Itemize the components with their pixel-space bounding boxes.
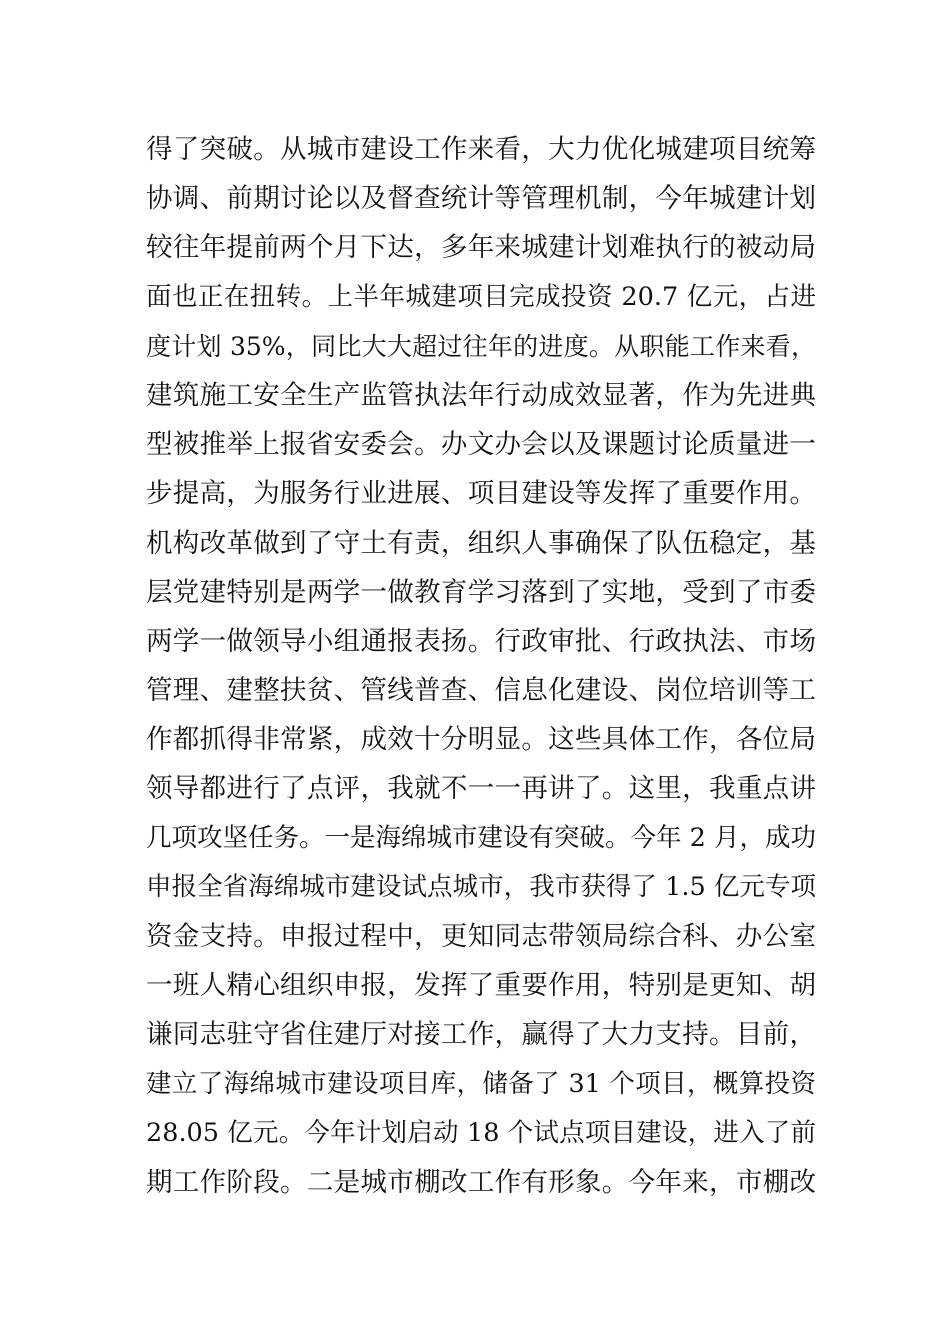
text-line: 一班人精心组织申报，发挥了重要作用，特别是更知、胡	[146, 970, 816, 1002]
text-line: 28.05 亿元。今年计划启动 18 个试点项目建设，进入了前	[146, 1117, 816, 1148]
text-line: 得了突破。从城市建设工作来看，大力优化城建项目统筹	[146, 134, 816, 165]
text-line: 度计划 35%，同比大大超过往年的进度。从职能工作来看，	[146, 331, 816, 361]
text-line: 步提高，为服务行业进展、项目建设等发挥了重要作用。	[146, 478, 816, 510]
text-line: 两学一做领导小组通报表扬。行政审批、行政执法、市场	[146, 625, 816, 657]
text-line: 型被推举上报省安委会。办文办会以及课题讨论质量进一	[146, 429, 816, 461]
text-line: 申报全省海绵城市建设试点城市，我市获得了 1.5 亿元专项	[146, 871, 816, 902]
text-line: 协调、前期讨论以及督查统计等管理机制，今年城建计划	[146, 183, 816, 215]
text-line: 资金支持。申报过程中，更知同志带领局综合科、办公室	[146, 921, 816, 952]
text-line: 层党建特别是两学一做教育学习落到了实地，受到了市委	[146, 576, 816, 608]
text-line: 领导都进行了点评，我就不一一再讲了。这里，我重点讲	[146, 773, 816, 805]
text-line: 建立了海绵城市建设项目库，储备了 31 个项目，概算投资	[146, 1068, 816, 1099]
text-line: 较往年提前两个月下达，多年来城建计划难执行的被动局	[146, 232, 816, 264]
text-line: 建筑施工安全生产监管执法年行动成效显著，作为先进典	[146, 379, 816, 411]
text-line: 谦同志驻守省住建厅对接工作，赢得了大力支持。目前，	[146, 1019, 816, 1051]
body-text	[146, 125, 816, 1207]
text-line: 机构改革做到了守土有责，组织人事确保了队伍稳定，基	[146, 527, 816, 559]
text-line: 作都抓得非常紧，成效十分明显。这些具体工作，各位局	[146, 724, 816, 756]
text-line: 管理、建整扶贫、管线普查、信息化建设、岗位培训等工	[146, 675, 816, 707]
text-line: 期工作阶段。二是城市棚改工作有形象。今年来，市棚改	[146, 1166, 816, 1198]
text-line: 几项攻坚任务。一是海绵城市建设有突破。今年 2 月，成功	[146, 822, 816, 853]
text-line: 面也正在扭转。上半年城建项目完成投资 20.7 亿元，占进	[146, 281, 816, 312]
